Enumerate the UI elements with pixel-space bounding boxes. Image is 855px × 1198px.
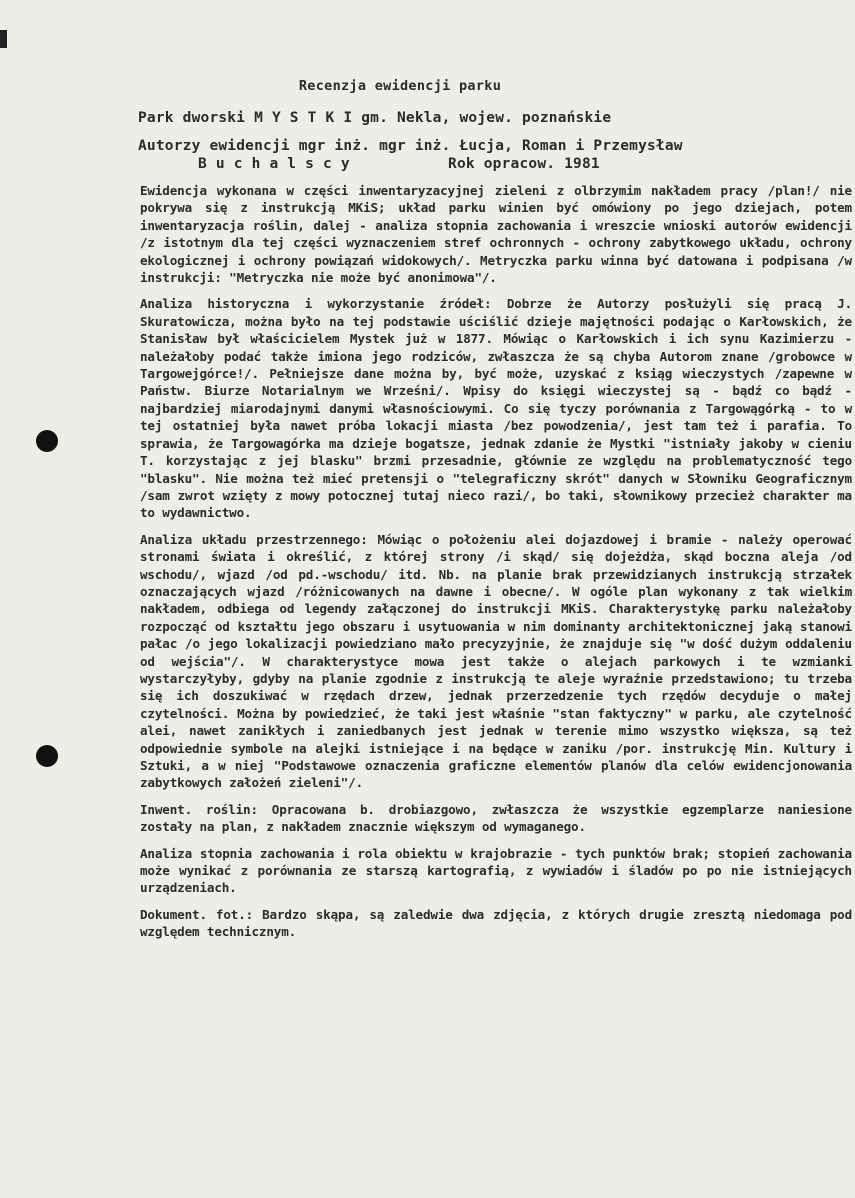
header-authors: Autorzy ewidencji mgr inż. mgr inż. Łucja, Roman i Przemysław <box>138 138 683 154</box>
paragraph-dokument-fot: Dokument. fot.: Bardzo skąpa, są zaledwie dwa zdjęcia, z których drugie zresztą niedomaga pod względem technicznym. <box>140 906 852 940</box>
paragraph-stopien-zachowania: Analiza stopnia zachowania i rola obiektu w krajobrazie - tych punktów brak; stopień zachowania może wynikać z porównania ze starszą kartografią, z wywiadów i śladów po po nie istniejących urządzeniach. <box>140 845 852 896</box>
document-body <box>140 182 852 950</box>
paragraph-analiza-ukladu: Analiza układu przestrzennego: Mówiąc o położeniu alei dojazdowej i bramie - należy operować stronami świata i określić, z której strony /i skąd/ się dojeżdża, skąd boczna aleja /od wschodu/, wjazd /od pd.-wschodu/ itd. Nb. na planie brak przewidzianych instrukcją strzałek oznaczających wjazd /różnicowanych na dawne i obecne/. W ogóle plan wykonany z tak wielkim nakładem, odbiega od legendy załączonej do instrukcji MKiS. Charakterystykę parku należałoby rozpocząć od kształtu jego obszaru i usytuowania w nim dominanty architektonicznej jaką stanowi pałac /o jego lokalizacji powiedziano mało precyzyjnie, że znajduje się "w dość dużym oddaleniu od wejścia"/. W charakterystyce mowa jest także o alejach parkowych i te wzmianki wystarczyłyby, gdyby na planie zgodnie z instrukcją te aleje wyraźnie przedstawiono; tu trzeba się ich doszukiwać w rzędach drzew, jednak przerzedzenie tych rzędów decyduje o małej czytelności. Można by powiedzieć, że taki jest właśnie "stan faktyczny" w parku, ale czytelność alei, nawet zanikłych i zaniedbanych jest jednak w terenie mimo wszystko większa, są też odpowiednie symbole na alejki istniejące i na będące w zaniku /por. instrukcję Min. Kultury i Sztuki, a w niej "Podstawowe oznaczenia graficzne elementów planów dla celów ewidencjonowania zabytkowych założeń zieleni"/. <box>140 531 852 791</box>
paragraph-inwent-roslin: Inwent. roślin: Opracowana b. drobiazgowo, zwłaszcza że wszystkie egzemplarze naniesione zostały na plan, z nakładem znacznie większym od wymaganego. <box>140 801 852 835</box>
corner-mark <box>0 30 7 48</box>
punch-hole <box>36 430 58 452</box>
punch-hole <box>36 745 58 767</box>
document-title: Recenzja ewidencji parku <box>298 78 502 94</box>
paragraph-ewidencja: Ewidencja wykonana w części inwentaryzacyjnej zieleni z olbrzymim nakładem pracy /plan!/ nie pokrywa się z instrukcją MKiS; układ parku winien być omówiony po jego dziejach, potem inwentaryzacja roślin, dalej - analiza stopnia zachowania i wreszcie wnioski autorów ewidencji /z istotnym dla tej części wyznaczeniem stref ochronnych - ochrony zabytkowego układu, ochrony ekologicznej i ochrony powiązań widokowych/. Metryczka parku winna być datowana i podpisana /w instrukcji: "Metryczka nie może być anonimowa"/. <box>140 183 852 286</box>
paragraph-analiza-historyczna: Analiza historyczna i wykorzystanie źródeł: Dobrze że Autorzy posłużyli się pracą J. Skuratowicza, można było na tej podstawie uściślić dzieje majętności podając o Karłowskich, że Stanisław był właścicielem Mystek już w 1877. Mówiąc o Karłowskich i ich synu Kazimierzu - należałoby podać także imiona jego rodziców, zwłaszcza że są chyba Autorom znane /grobowce w Targowejgórce!/. Pełniejsze dane można by, być może, uzyskać z ksiąg wieczystych /zapewne w Państw. Biurze Notarialnym we Wrześni/. Wpisy do księgi wieczystej są - bądź co bądź - najbardziej miarodajnymi danymi własnościowymi. Co się tyczy porównania z Targowągórką - to w tej ostatniej była nawet próba lokacji miasta /bez powodzenia/, jest tam też i parafia. To sprawia, że Targowagórka ma dzieje bogatsze, jednak zdanie że Mystki "istniały jakoby w cieniu T. korzystając z jej blasku" brzmi przesadnie, głównie ze względu na problematyczność tego "blasku". Nie można też mieć pretensji o "telegraficzny skrót" danych w Słowniku Geograficznym /sam zwrot wzięty z mowy potocznej tutaj nieco razi/, bo taki, słownikowy przecież charakter ma to wydawnictwo. <box>140 296 852 521</box>
header-authors-surname-year: B u c h a l s c y Rok opracow. 1981 <box>198 156 600 172</box>
header-park: Park dworski M Y S T K I gm. Nekla, wojew. poznańskie <box>138 110 612 126</box>
